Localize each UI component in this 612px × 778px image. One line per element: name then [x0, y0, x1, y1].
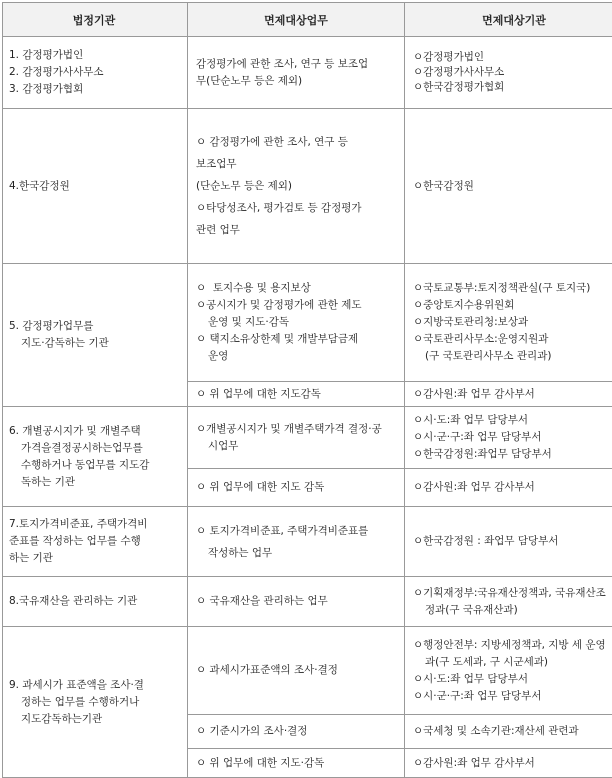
- cell-line: 8.국유재산을 관리하는 기관: [9, 593, 179, 610]
- exempt-cell: [405, 577, 612, 627]
- cell-line: 보조업무: [196, 153, 396, 175]
- cell-line: ㅇ한국감정원 : 좌업무 담당부서: [413, 533, 612, 550]
- cell-line: ㅇ감사원:좌 업무 감사부서: [413, 755, 612, 772]
- exempt-cell: [405, 264, 612, 382]
- exempt-cell: [405, 627, 612, 715]
- agency-cell: [3, 507, 188, 577]
- exempt-cell: [405, 407, 612, 469]
- cell-line: ㅇ타당성조사, 평가검토 등 감정평가: [196, 197, 396, 219]
- cell-line: 정하는 업무를 수행하거나: [9, 694, 179, 711]
- cell-line: 하는 기관: [9, 550, 179, 567]
- cell-line: ㅇ개별공시지가 및 개별주택가격 결정·공: [196, 421, 396, 438]
- table-row: [3, 407, 612, 469]
- cell-line: ㅇ감사원:좌 업무 감사부서: [413, 386, 612, 403]
- cell-line: ㅇ행정안전부: 지방세정책과, 지방 세 운영: [413, 637, 612, 654]
- agency-cell: [3, 264, 188, 407]
- cell-line: 독하는 기관: [9, 474, 179, 491]
- tasks-cell: [188, 382, 405, 407]
- table-row: [3, 109, 612, 264]
- header-agency: 법정기관: [3, 3, 188, 37]
- cell-line: ㅇ 기준시가의 조사·결정: [196, 723, 396, 740]
- cell-line: ㅇ국세청 및 소속기관:재산세 관련과: [413, 723, 612, 740]
- cell-line: ㅇ중앙토지수용위원회: [413, 297, 612, 314]
- exempt-cell: [405, 109, 612, 264]
- cell-line: ㅇ 토지가격비준표, 주택가격비준표를: [196, 520, 396, 542]
- cell-line: ㅇ 위 업무에 대한 지도·감독: [196, 755, 396, 772]
- tasks-cell: [188, 715, 405, 749]
- table-row: [3, 627, 612, 715]
- cell-line: 1. 감정평가법인: [9, 47, 179, 64]
- cell-line: ㅇ감정평가법인: [413, 50, 612, 65]
- cell-line: 지도감독하는기관: [9, 711, 179, 728]
- tasks-cell: [188, 407, 405, 469]
- table-row: [3, 37, 612, 109]
- cell-line: ㅇ시·도:좌 업무 담당부서: [413, 412, 612, 429]
- cell-line: 5. 감정평가업무를: [9, 318, 179, 335]
- cell-line: 정과(구 국유재산과): [413, 602, 612, 619]
- cell-line: 관련 업무: [196, 219, 396, 241]
- cell-line: ㅇ 위 업무에 대한 지도감독: [196, 386, 396, 403]
- exempt-cell: [405, 507, 612, 577]
- header-exempt: 면제대상기관: [405, 3, 612, 37]
- cell-line: (구 국토관리사무소 관리과): [413, 348, 612, 365]
- cell-line: ㅇ기획재정부:국유재산정책과, 국유재산조: [413, 585, 612, 602]
- cell-line: ㅇ 토지수용 및 용지보상: [196, 280, 396, 297]
- exemption-table: [2, 2, 612, 778]
- cell-line: ㅇ 위 업무에 대한 지도 감독: [196, 479, 396, 496]
- cell-line: 준표를 작성하는 업무를 수행: [9, 533, 179, 550]
- cell-line: 2. 감정평가사사무소: [9, 64, 179, 81]
- cell-line: (단순노무 등은 제외): [196, 175, 396, 197]
- exempt-cell: [405, 715, 612, 749]
- tasks-cell: [188, 749, 405, 778]
- cell-line: 운영: [196, 348, 396, 365]
- exempt-cell: [405, 37, 612, 109]
- cell-line: ㅇ 택지소유상한제 및 개발부담금제: [196, 331, 396, 348]
- cell-line: 4.한국감정원: [9, 178, 179, 195]
- exempt-cell: [405, 382, 612, 407]
- document-page: [2, 2, 610, 774]
- cell-line: ㅇ시·군·구:좌 업무 담당부서: [413, 688, 612, 705]
- cell-line: ㅇ지방국토관리청:보상과: [413, 314, 612, 331]
- tasks-cell: [188, 577, 405, 627]
- table-row: [3, 577, 612, 627]
- cell-line: 무(단순노무 등은 제외): [196, 73, 396, 90]
- tasks-cell: [188, 507, 405, 577]
- tasks-cell: [188, 627, 405, 715]
- cell-line: 7.토지가격비준표, 주택가격비: [9, 516, 179, 533]
- cell-line: ㅇ감사원:좌 업무 감사부서: [413, 479, 612, 496]
- header-row: [3, 3, 612, 37]
- table-row: [3, 264, 612, 382]
- table-row: [3, 507, 612, 577]
- agency-cell: [3, 407, 188, 507]
- cell-line: ㅇ 과세시가표준액의 조사·결정: [196, 662, 396, 679]
- cell-line: ㅇ시·도:좌 업무 담당부서: [413, 671, 612, 688]
- cell-line: 3. 감정평가협회: [9, 81, 179, 98]
- cell-line: 수행하거나 동업무를 지도감: [9, 457, 179, 474]
- agency-cell: [3, 37, 188, 109]
- cell-line: 9. 과세시가 표준액을 조사·결: [9, 677, 179, 694]
- cell-line: ㅇ공시지가 및 감정평가에 관한 제도: [196, 297, 396, 314]
- tasks-cell: [188, 469, 405, 507]
- cell-line: ㅇ국토관리사무소:운영지원과: [413, 331, 612, 348]
- tasks-cell: [188, 37, 405, 109]
- cell-line: ㅇ 감정평가에 관한 조사, 연구 등: [196, 131, 396, 153]
- cell-line: 지도·감독하는 기관: [9, 335, 179, 352]
- cell-line: ㅇ국토교통부:토지정책관실(구 토지국): [413, 280, 612, 297]
- cell-line: ㅇ시·군·구:좌 업무 담당부서: [413, 429, 612, 446]
- tasks-cell: [188, 109, 405, 264]
- cell-line: 6. 개별공시지가 및 개별주택: [9, 423, 179, 440]
- cell-line: 감정평가에 관한 조사, 연구 등 보조업: [196, 56, 396, 73]
- cell-line: ㅇ 국유재산을 관리하는 업무: [196, 593, 396, 610]
- cell-line: 가격을결정공시하는업무를: [9, 440, 179, 457]
- cell-line: 작성하는 업무: [196, 542, 396, 564]
- tasks-cell: [188, 264, 405, 382]
- agency-cell: [3, 577, 188, 627]
- cell-line: 시업무: [196, 438, 396, 455]
- agency-cell: [3, 109, 188, 264]
- cell-line: 운영 및 지도·감독: [196, 314, 396, 331]
- agency-cell: [3, 627, 188, 778]
- exempt-cell: [405, 469, 612, 507]
- cell-line: ㅇ한국감정평가협회: [413, 80, 612, 95]
- header-tasks: 면제대상업무: [188, 3, 405, 37]
- cell-line: ㅇ감정평가사사무소: [413, 65, 612, 80]
- exempt-cell: [405, 749, 612, 778]
- cell-line: ㅇ한국감정원:좌업무 담당부서: [413, 446, 612, 463]
- cell-line: ㅇ한국감정원: [413, 178, 612, 195]
- cell-line: 과(구 도세과, 구 시군세과): [413, 654, 612, 671]
